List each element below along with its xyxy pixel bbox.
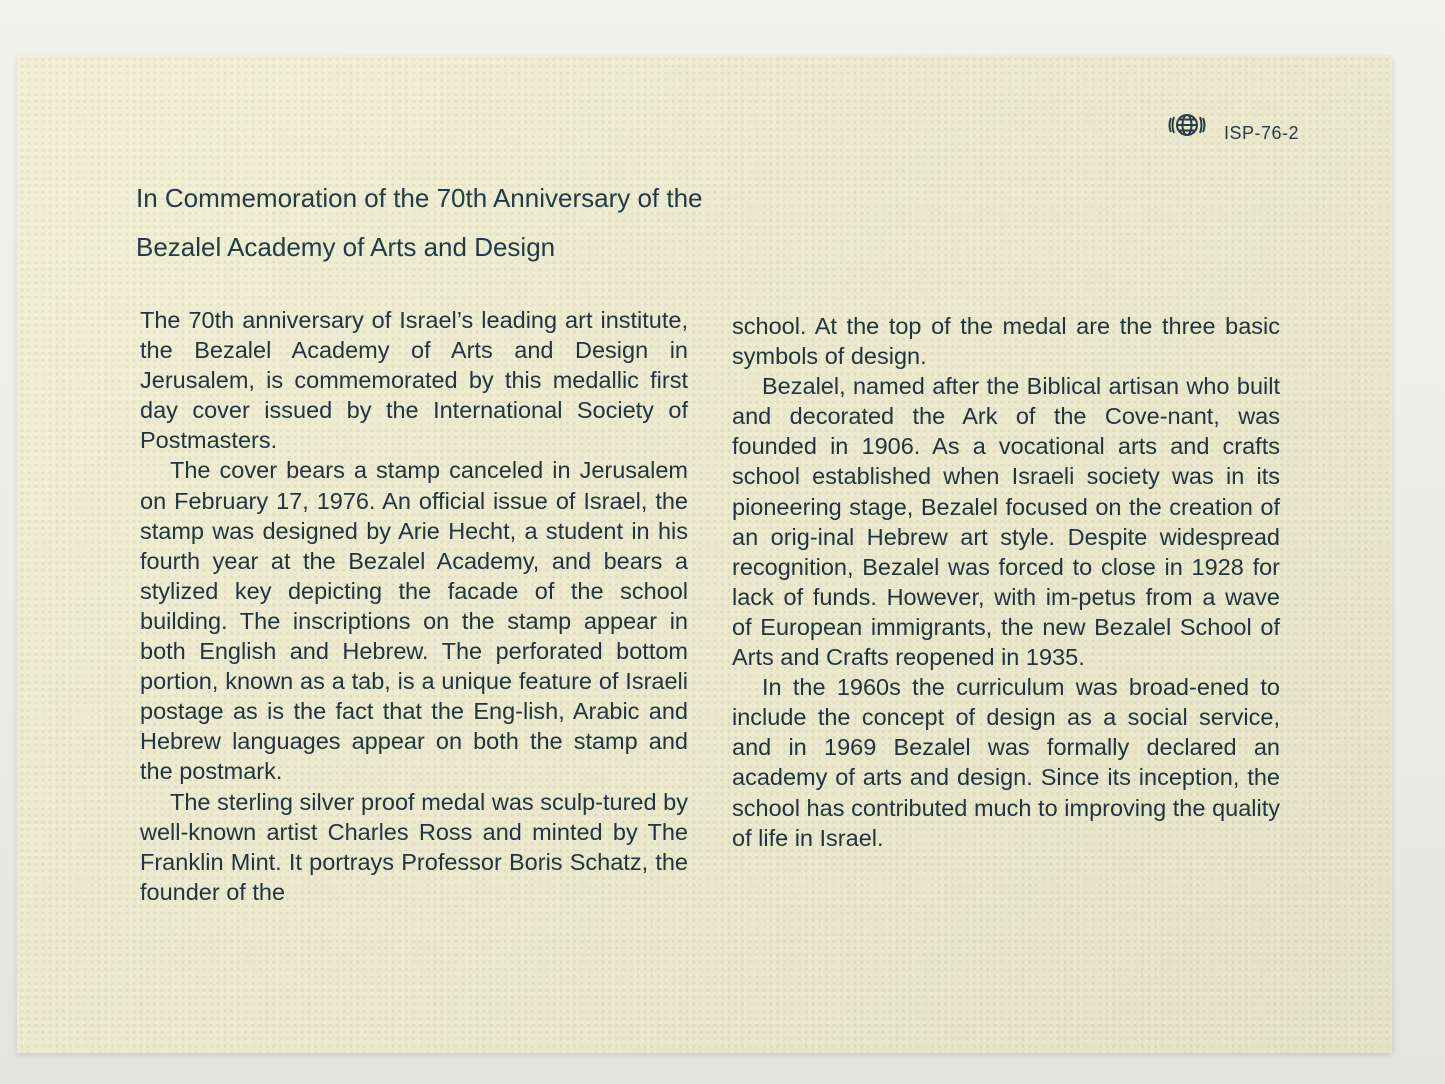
globe-logo-icon: [1167, 113, 1207, 137]
paragraph: The cover bears a stamp canceled in Jerusalem on February 17, 1976. An official issue of Israel, the stamp was designed by Arie Hecht, a student in his fourth year at the Bezalel Academy, and bears a stylized key depicting the facade of the school building. The inscriptions on the stamp appear in both English and Hebrew. The perforated bottom portion, known as a tab, is a unique feature of Israeli postage as is the fact that the Eng-lish, Arabic and Hebrew languages appear on both the stamp and the postmark.: [140, 457, 688, 785]
left-column: [140, 305, 688, 907]
paragraph: The 70th anniversary of Israel’s leading art institute, the Bezalel Academy of Arts and Design in Jerusalem, is commemorated by this medallic first day cover issued by the International Society of Postmasters.: [140, 307, 688, 454]
catalog-code: ISP-76-2: [1224, 123, 1300, 143]
commemorative-card: [17, 55, 1392, 1053]
paragraph: In the 1960s the curriculum was broad-ened to include the concept of design as a social service, and in 1969 Bezalel was formally declared an academy of arts and design. Since its inception, the school has contributed much to improving the quality of life in Israel.: [732, 674, 1280, 851]
title-line-1: In Commemoration of the 70th Anniversary of the: [136, 183, 703, 213]
paragraph: school. At the top of the medal are the three basic symbols of design.: [732, 313, 1280, 370]
right-column: [732, 311, 1280, 853]
title-line-2: Bezalel Academy of Arts and Design: [136, 232, 556, 262]
paragraph: Bezalel, named after the Biblical artisan who built and decorated the Ark of the Cove-nant, was founded in 1906. As a vocational arts and crafts school established when Israeli society was in its pioneering stage, Bezalel focused on the creation of an orig-inal Hebrew art style. Despite widespread recognition, Bezalel was forced to close in 1928 for lack of funds. However, with im-petus from a wave of European immigrants, the new Bezalel School of Arts and Crafts reopened in 1935.: [732, 373, 1280, 671]
paragraph: The sterling silver proof medal was sculp-tured by well-known artist Charles Ross and minted by The Franklin Mint. It portrays Professor Boris Schatz, the founder of the: [140, 788, 688, 905]
